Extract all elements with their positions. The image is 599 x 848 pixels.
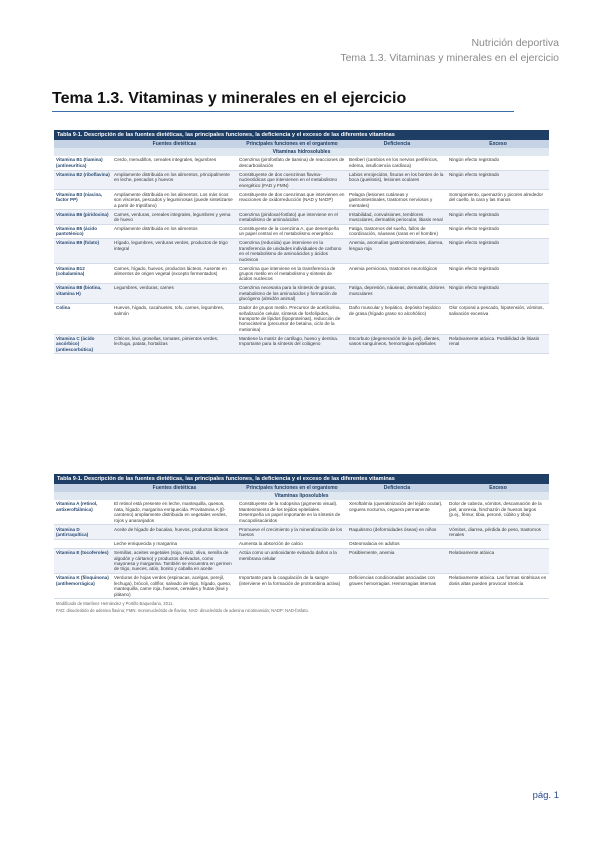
column-header bbox=[54, 140, 112, 148]
table-cell: Beriberi (cambios en los nervios periféricos, edema, insuficiencia cardíaca) bbox=[347, 156, 447, 170]
table-cell: Cerdo, menudillos, cereales integrales, legumbres bbox=[112, 156, 237, 170]
section-band: Vitaminas liposolubles bbox=[54, 492, 549, 500]
table-cell: Promueve el crecimiento y la mineralización de los huesos bbox=[237, 525, 347, 539]
table-header-row bbox=[54, 140, 549, 148]
table-cell: Coenzima (piridoxal-fosfato) que interviene en el metabolismo de aminoácidos bbox=[237, 210, 347, 224]
table-row bbox=[54, 264, 549, 284]
table-cell: Coenzima (pirofosfato de tiamina) de reacciones de descarboxilación bbox=[237, 156, 347, 170]
table-cell: Relativamente atóxica. Las formas sintéticas en dosis altas pueden provocar ictericia bbox=[447, 574, 549, 599]
table-row bbox=[54, 224, 549, 238]
vitamin-name-cell bbox=[54, 539, 112, 548]
table-row bbox=[54, 525, 549, 539]
table-row bbox=[54, 239, 549, 264]
table-cell: Ningún efecto registrado bbox=[447, 284, 549, 304]
vitamin-name-cell: Vitamina B12 (cobalamina) bbox=[54, 264, 112, 284]
table-cell: Posiblemente, anemia bbox=[347, 548, 447, 573]
table-cell: Semillas, aceites vegetales (soja, maíz, oliva, semilla de algodón y cártamo) y productos derivados, como mayonesa y margarina. También se encuentra en germen de trigo, nueces, atún, bonito y caballa en aceite bbox=[112, 548, 237, 573]
table-row bbox=[54, 190, 549, 210]
table-cell: Leche enriquecida y margarina bbox=[112, 539, 237, 548]
table-cell: Constituyente de la coenzima A, que desempeña un papel central en el metabolismo energético bbox=[237, 224, 347, 238]
table-row bbox=[54, 539, 549, 548]
title-underline bbox=[52, 111, 514, 112]
vitamin-name-cell: Vitamina A (retinol, antixeroftálmica) bbox=[54, 500, 112, 525]
table-cell: Ningún efecto registrado bbox=[447, 156, 549, 170]
table-caption: Tabla 9-1. Descripción de las fuentes dietéticas, las principales funciones, la deficiencia y el exceso de las diferentes vitaminas bbox=[54, 474, 549, 484]
column-header: Exceso bbox=[447, 140, 549, 148]
table-cell: El retinol está presente en leche, mantequilla, quesos, nata, hígado, margarina enriquecida. Provitamina A (β-caroteno) ampliamente distribuida en vegetales verdes, rojos y anaranjados bbox=[112, 500, 237, 525]
table-cell: Actúa como un antioxidante evitando daños a la membrana celular bbox=[237, 548, 347, 573]
table-cell: Vómitos, diarrea, pérdida de peso, trastornos renales bbox=[447, 525, 549, 539]
vitamin-name-cell: Colina bbox=[54, 303, 112, 334]
table-cell: Cítricos, kiwi, grosellas, tomates, pimientos verdes, lechuga, patata, hortalizas bbox=[112, 334, 237, 354]
table-cell: Irritabilidad, convulsiones, temblores musculares, dermatitis periocular, litiasis renal bbox=[347, 210, 447, 224]
table-cell: Escorbuto (degeneración de la piel), dientes, vasos sanguíneos, hemorragias epiteliales bbox=[347, 334, 447, 354]
vitamin-name-cell: Vitamina C (ácido ascórbico) (antiescorbútica) bbox=[54, 334, 112, 354]
table-row bbox=[54, 170, 549, 190]
vitamin-name-cell: Vitamina B2 (riboflavina) bbox=[54, 170, 112, 190]
table-cell: Constituyente de dos coenzimas flavina-nucleotídicas que intervienen en el metabolismo energético (FAD y FMN) bbox=[237, 170, 347, 190]
vitamin-name-cell: Vitamina B9 (folato) bbox=[54, 239, 112, 264]
vitamin-name-cell: Vitamina B5 (ácido pantoténico) bbox=[54, 224, 112, 238]
table-row bbox=[54, 156, 549, 170]
table-note: Modificado de Martínez Hernández y Portillo Baquedano, 2011. bbox=[56, 600, 174, 606]
table-cell: Deficiencias condicionadas asociadas con graves hemorragias. Hemorragias internas bbox=[347, 574, 447, 599]
vitamins-table-hydrosoluble bbox=[54, 130, 549, 354]
table-cell: Labios enrojecidos, fisuras en los bordes de la boca (queilosis), lesiones oculares bbox=[347, 170, 447, 190]
table-cell: Ningún efecto registrado bbox=[447, 264, 549, 284]
table-row bbox=[54, 548, 549, 573]
table-cell: Legumbres, verduras, carnes bbox=[112, 284, 237, 304]
table-cell: Constituyente de dos coenzimas que intervienen en reacciones de oxidorreducción (NAD y NADP) bbox=[237, 190, 347, 210]
table-row bbox=[54, 574, 549, 599]
table-cell: Huevos, hígado, cacahuetes, tofu, carnes, legumbres, salmón bbox=[112, 303, 237, 334]
table-cell: Ampliamente distribuida en los alimentos, principalmente en leche, pescados y huevos bbox=[112, 170, 237, 190]
section-band: Vitaminas hidrosolubles bbox=[54, 148, 549, 156]
table-cell: Anemia perniciosa, trastornos neurológicos bbox=[347, 264, 447, 284]
table-cell: Ningún efecto registrado bbox=[447, 239, 549, 264]
vitamin-name-cell: Vitamina K (filoquinona) (antihemorrágica) bbox=[54, 574, 112, 599]
table-cell: Verduras de hojas verdes (espinacas, acelgas, perejil, lechuga), brócoli, coliflor, salvado de trigo, hígado, queso, mantequilla, carne roja, huevos, cereales y frutas (kiwi y plátano) bbox=[112, 574, 237, 599]
table-cell: Constituyente de la rodopsina (pigmento visual). Mantenimiento de los tejidos epiteliales. Desempeña un papel importante en la síntesis de mucopolisacáridos bbox=[237, 500, 347, 525]
table-cell: Ningún efecto registrado bbox=[447, 210, 549, 224]
table-cell bbox=[447, 539, 549, 548]
table-cell: Hígado, legumbres, verduras verdes, productos de trigo integral bbox=[112, 239, 237, 264]
table-cell: Relativamente atóxica. Posibilidad de litiasis renal bbox=[447, 334, 549, 354]
column-header: Fuentes dietéticas bbox=[112, 140, 237, 148]
table-row bbox=[54, 284, 549, 304]
table-cell: Carnes, verduras, cereales integrales, legumbres y yema de huevo bbox=[112, 210, 237, 224]
table-cell: Ningún efecto registrado bbox=[447, 224, 549, 238]
table-cell: Relativamente atóxica bbox=[447, 548, 549, 573]
vitamin-name-cell: Vitamina B3 (niacina, factor PP) bbox=[54, 190, 112, 210]
table-cell: Osteomalacia en adultos bbox=[347, 539, 447, 548]
column-header: Deficiencia bbox=[347, 484, 447, 492]
table-row bbox=[54, 210, 549, 224]
document-header bbox=[340, 36, 559, 66]
table-row bbox=[54, 500, 549, 525]
table-cell: Daño muscular y hepático, depósito hepático de grasa (hígado graso no alcohólico) bbox=[347, 303, 447, 334]
column-header: Principales funciones en el organismo bbox=[237, 140, 347, 148]
table-cell: Fatiga, trastornos del sueño, fallos de coordinación, náuseas (raras en el hombre) bbox=[347, 224, 447, 238]
page-number: pág. 1 bbox=[532, 790, 559, 801]
table-cell: Fatiga, depresión, náuseas, dermatitis, dolores musculares bbox=[347, 284, 447, 304]
table-cell: Xeroftalmía (queratinización del tejido ocular), ceguera nocturna, ceguera permanente bbox=[347, 500, 447, 525]
table-row bbox=[54, 303, 549, 334]
table-cell: Coenzima (reducida) que interviene en la transferencia de unidades individuales de carbono en el metabolismo de aminoácidos y ácidos nucleicos bbox=[237, 239, 347, 264]
table-cell: Pelagra (lesiones cutáneas y gastrointestinales, trastornos nerviosos y mentales) bbox=[347, 190, 447, 210]
table-cell: Dolor de cabeza, vómitos, descamación de la piel, anorexia, hinchazón de huesos largos (p.ej., fémur, tibia, peroné, cúbito y tibia) bbox=[447, 500, 549, 525]
table-cell: Dador de grupos metilo. Precursor de acetilcolina, señalización celular, síntesis de fosfolípidos, transporte de lípidos (lipoproteínas), reducción de homocisteína (precursor de betaína, ciclo de la metionina) bbox=[237, 303, 347, 334]
vitamins-table-liposoluble bbox=[54, 474, 549, 614]
table-cell: Importante para la coagulación de la sangre (interviene en la formación de protrombina activa) bbox=[237, 574, 347, 599]
table-cell: Sonrojamiento, quemazón y picores alrededor del cuello, la cara y las manos bbox=[447, 190, 549, 210]
column-header bbox=[54, 484, 112, 492]
column-header: Principales funciones en el organismo bbox=[237, 484, 347, 492]
vitamin-name-cell: Vitamina E (tocoferoles) bbox=[54, 548, 112, 573]
table-cell: Raquitismo (deformidades óseas) en niños bbox=[347, 525, 447, 539]
column-header: Fuentes dietéticas bbox=[112, 484, 237, 492]
page-title: Tema 1.3. Vitaminas y minerales en el ejercicio bbox=[52, 90, 407, 107]
header-course: Nutrición deportiva bbox=[471, 37, 559, 49]
table-cell: Aceite de hígado de bacalao, huevos, productos lácteos bbox=[112, 525, 237, 539]
table-cell: Aumenta la absorción de calcio bbox=[237, 539, 347, 548]
table-cell: Coenzima que interviene en la transferencia de grupos metilo en el metabolismo y síntesis de ácidos nucleicos bbox=[237, 264, 347, 284]
table-row bbox=[54, 334, 549, 354]
table-cell: Anemia, anomalías gastrointestinales, diarrea, lengua roja bbox=[347, 239, 447, 264]
vitamin-name-cell: Vitamina D (antirraquítica) bbox=[54, 525, 112, 539]
table-cell: Coenzima necesaria para la síntesis de grasas, metabolismo de los aminoácidos y formación de glucógeno (almidón animal) bbox=[237, 284, 347, 304]
table-cell: Carnes, hígado, huevos, productos lácteos. Ausente en alimentos de origen vegetal (excepto fermentados) bbox=[112, 264, 237, 284]
header-topic: Tema 1.3. Vitaminas y minerales en el ejercicio bbox=[340, 52, 559, 64]
table-cell: Ampliamente distribuida en los alimentos bbox=[112, 224, 237, 238]
table-cell: Olor corporal a pescado, hipotensión, vómitos, salivación excesiva bbox=[447, 303, 549, 334]
vitamin-name-cell: Vitamina B8 (biotina, vitamina H) bbox=[54, 284, 112, 304]
table-header-row bbox=[54, 484, 549, 492]
column-header: Exceso bbox=[447, 484, 549, 492]
table-cell: Ningún efecto registrado bbox=[447, 170, 549, 190]
column-header: Deficiencia bbox=[347, 140, 447, 148]
table-caption: Tabla 9-1. Descripción de las fuentes dietéticas, las principales funciones, la deficiencia y el exceso de las diferentes vitaminas bbox=[54, 130, 549, 140]
vitamin-name-cell: Vitamina B1 (tiamina) (antineurítica) bbox=[54, 156, 112, 170]
table-cell: Mantiene la matriz de cartílago, hueso y dentina. Importante para la síntesis del colágeno bbox=[237, 334, 347, 354]
table-note: FAD: dinucleótido de adenina flavina; FMN: mononucleótido de flavina; NAD: dinucleótido de adenina nicotinamida; NADP: NAD-fosfato. bbox=[56, 608, 310, 614]
vitamin-name-cell: Vitamina B6 (piridoxina) bbox=[54, 210, 112, 224]
table-cell: Ampliamente distribuida en los alimentos. Los más ricos son vísceras, pescados y leguminosas (puede sintetizarse a partir de triptófano) bbox=[112, 190, 237, 210]
